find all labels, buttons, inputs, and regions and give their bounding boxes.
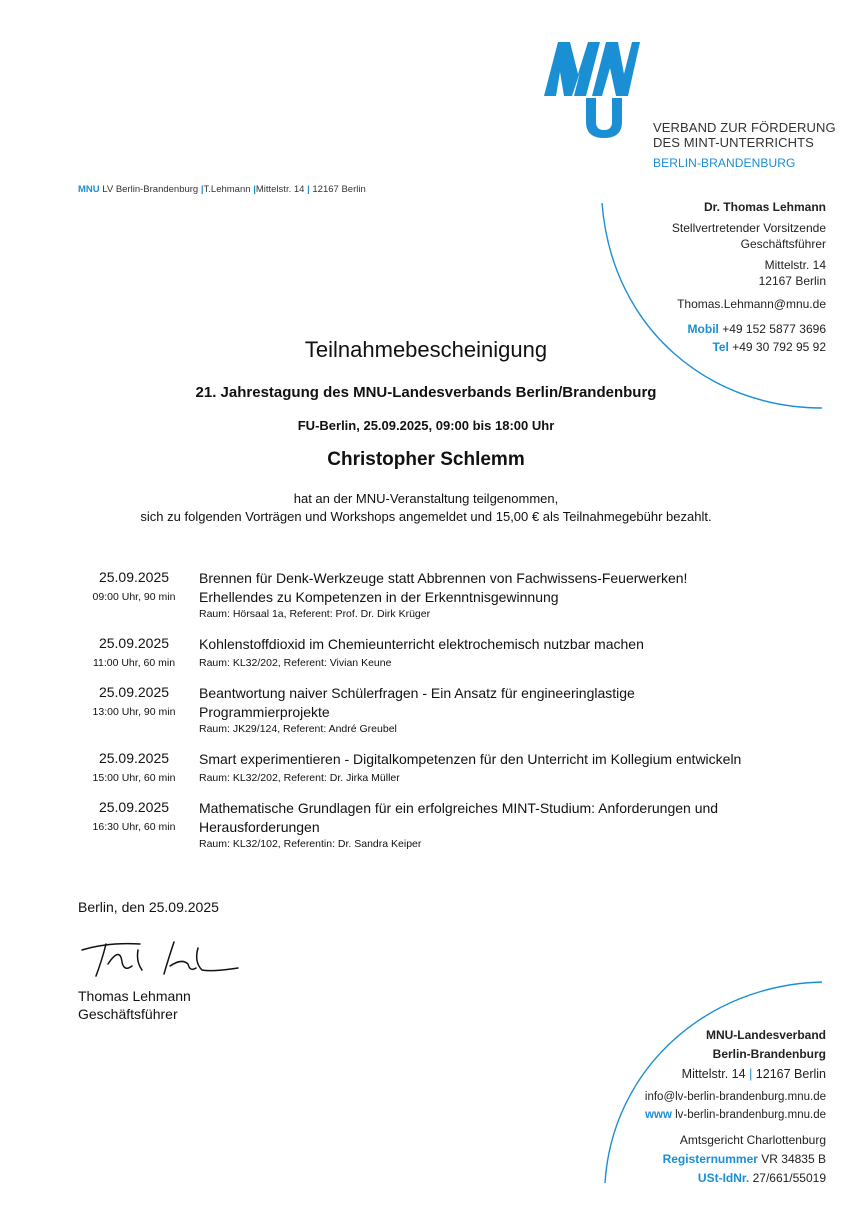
session-title-line-2: Erhellendes zu Kompetenzen in der Erkenntnisgewinnung xyxy=(199,589,559,605)
session-title-line-2: Herausforderungen xyxy=(199,819,320,835)
intro-line-2: sich zu folgenden Vorträgen und Workshops angemeldet und 15,00 € als Teilnahmegebühr bezahlt. xyxy=(140,509,712,524)
session-date: 25.09.2025 xyxy=(98,750,170,766)
sender-lv: LV Berlin-Brandenburg xyxy=(102,184,199,195)
www-label: www xyxy=(645,1109,672,1121)
contact-street: Mittelstr. 14 xyxy=(764,258,826,272)
session-room: Raum: JK29/124, Referent: André Greubel xyxy=(199,723,397,735)
sender-city: 12167 Berlin xyxy=(312,184,366,195)
session-date: 25.09.2025 xyxy=(98,799,170,815)
org-region: BERLIN-BRANDENBURG xyxy=(653,156,796,170)
sender-sep: | xyxy=(253,184,256,195)
session-title-line-1: Mathematische Grundlagen für ein erfolgreiches MINT-Studium: Anforderungen und xyxy=(199,800,719,816)
sender-sep: | xyxy=(307,184,310,195)
session-date: 25.09.2025 xyxy=(98,569,170,585)
sender-org: MNU xyxy=(78,184,100,195)
tel-label: Tel xyxy=(712,340,729,354)
contact-role-1: Stellvertretender Vorsitzende xyxy=(671,221,826,235)
signer-name: Thomas Lehmann xyxy=(78,988,191,1004)
sender-sep: | xyxy=(200,184,204,195)
vat-number: 27/661/55019 xyxy=(752,1171,826,1185)
session-title-line-1: Beantwortung naiver Schülerfragen - Ein Ansatz für engineeringlastige xyxy=(199,685,635,701)
mnu-logo xyxy=(540,38,640,140)
tel-number: +49 30 792 95 92 xyxy=(732,340,826,354)
session-time: 13:00 Uhr, 90 min xyxy=(92,706,176,718)
sender-street: Mittelstr. 14 xyxy=(255,184,305,195)
register-number: VR 34835 B xyxy=(761,1152,826,1166)
contact-mobile xyxy=(688,322,826,336)
session-title-line-1: Kohlenstoffdioxid im Chemieunterricht elektrochemisch nutzbar machen xyxy=(199,636,644,652)
session-title-line-1: Brennen für Denk-Werkzeuge statt Abbrennen von Fachwissens-Feuerwerken! xyxy=(199,570,688,586)
session-room: Raum: Hörsaal 1a, Referent: Prof. Dr. Dirk Krüger xyxy=(199,608,431,620)
footer-email[interactable]: info@lv-berlin-brandenburg.mnu.de xyxy=(644,1091,826,1103)
session-room: Raum: KL32/102, Referentin: Dr. Sandra Keiper xyxy=(199,838,422,850)
footer-address: Mittelstr. 14 | 12167 Berlin xyxy=(681,1067,826,1081)
page-title: Teilnahmebescheinigung xyxy=(304,337,548,362)
session-time: 11:00 Uhr, 60 min xyxy=(92,657,176,669)
session-title xyxy=(199,750,799,769)
session-date: 25.09.2025 xyxy=(98,684,170,700)
session-title xyxy=(199,635,799,654)
org-line-2: DES MINT-UNTERRICHTS xyxy=(653,135,814,150)
signature-image xyxy=(78,932,243,980)
session-date: 25.09.2025 xyxy=(98,635,170,651)
session-room: Raum: KL32/202, Referent: Dr. Jirka Müller xyxy=(199,772,400,784)
mobile-label: Mobil xyxy=(687,322,719,336)
event-title: 21. Jahrestagung des MNU-Landesverbands Berlin/Brandenburg xyxy=(195,384,657,401)
session-title xyxy=(199,684,799,722)
footer-vat xyxy=(698,1171,826,1185)
sender-line xyxy=(78,184,366,195)
footer-street: Mittelstr. 14 xyxy=(681,1067,746,1081)
session-time: 15:00 Uhr, 60 min xyxy=(92,772,176,784)
org-line-1: VERBAND ZUR FÖRDERUNG xyxy=(653,120,836,135)
session-time: 16:30 Uhr, 60 min xyxy=(92,821,176,833)
footer-register xyxy=(663,1152,826,1166)
footer-org-1: MNU-Landesverband xyxy=(705,1028,826,1042)
contact-name: Dr. Thomas Lehmann xyxy=(703,200,826,214)
footer-city: 12167 Berlin xyxy=(755,1067,826,1081)
footer-court: Amtsgericht Charlottenburg xyxy=(679,1133,826,1147)
session-title-line-2: Programmierprojekte xyxy=(199,704,330,720)
footer-website[interactable] xyxy=(645,1109,826,1121)
contact-city: 12167 Berlin xyxy=(758,274,826,288)
session-title xyxy=(199,569,799,607)
session-room: Raum: KL32/202, Referent: Vivian Keune xyxy=(199,657,392,669)
contact-role-2: Geschäftsführer xyxy=(740,237,826,251)
session-time: 09:00 Uhr, 90 min xyxy=(92,591,176,603)
participant-name: Christopher Schlemm xyxy=(327,449,525,470)
intro-line-1: hat an der MNU-Veranstaltung teilgenommen, xyxy=(293,491,559,506)
session-title xyxy=(199,799,799,837)
sender-person: T.Lehmann xyxy=(203,184,251,195)
mobile-number: +49 152 5877 3696 xyxy=(722,322,826,336)
place-date: Berlin, den 25.09.2025 xyxy=(78,899,219,915)
register-label: Registernummer xyxy=(662,1152,758,1166)
footer-org-2: Berlin-Brandenburg xyxy=(712,1047,826,1061)
session-title-line-1: Smart experimentieren - Digitalkompetenzen für den Unterricht im Kollegium entwickeln xyxy=(199,751,742,767)
website-url[interactable]: lv-berlin-brandenburg.mnu.de xyxy=(675,1109,826,1121)
vat-label: USt-IdNr. xyxy=(697,1171,750,1185)
contact-email[interactable]: Thomas.Lehmann@mnu.de xyxy=(677,297,826,311)
event-place: FU-Berlin, 25.09.2025, 09:00 bis 18:00 Uhr xyxy=(297,418,555,433)
signer-role: Geschäftsführer xyxy=(78,1006,178,1022)
